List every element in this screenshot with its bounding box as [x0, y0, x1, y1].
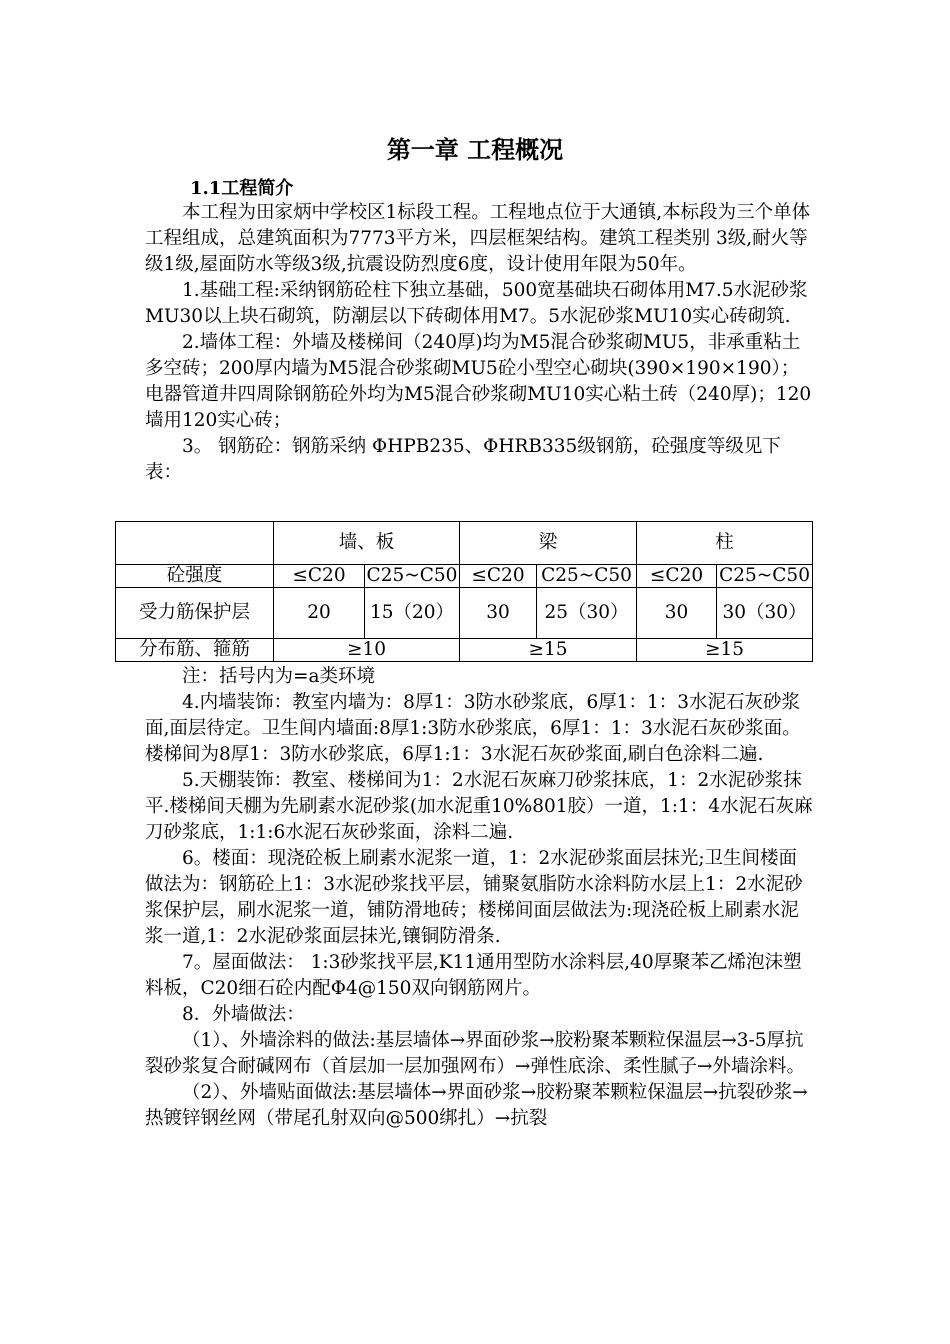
table-cell: ≥15	[460, 639, 637, 662]
paragraph: 7。屋面做法： 1:3砂浆找平层,K11通用型防水涂料层,40厚聚苯乙烯泡沫塑料板，C20细石砼内配Φ4@150双向钢筋网片。	[145, 952, 802, 999]
table-cell: ≥10	[274, 639, 460, 662]
table-row-label: 砼强度	[116, 565, 274, 588]
table-cell: 20	[274, 588, 365, 639]
table-header-cell: 墙、板	[274, 522, 460, 565]
body-text-lower	[145, 664, 813, 1132]
paragraph: 5.天棚装饰：教室、楼梯间为1：2水泥石灰麻刀砂浆抹底，1：2水泥砂浆抹平.楼梯间天棚为先刷素水泥砂浆(加水泥重10%801胶）一道，1:1：4水泥石灰麻刀砂浆底，1:1:6水泥石灰砂浆面，涂料二遍.	[145, 770, 813, 843]
paragraph: （2）、外墙贴面做法:基层墙体→界面砂浆→胶粉聚苯颗粒保温层→抗裂砂浆→热镀锌钢丝网（带尾孔射双向@500绑扎）→抗裂	[145, 1082, 808, 1129]
section-heading: 1.1工程简介	[190, 178, 294, 199]
paragraph: 4.内墙装饰：教室内墙为：8厚1：3防水砂浆底，6厚1：1：3水泥石灰砂浆面,面层待定。卫生间内墙面:8厚1:3防水砂浆底，6厚1：1：3水泥石灰砂浆面。楼梯间为8厚1：3防水砂浆底，6厚1:1：3水泥石灰砂浆面,刷白色涂料二遍.	[145, 692, 801, 765]
table-cell: ≤C20	[274, 565, 365, 588]
body-text-upper	[145, 200, 813, 486]
paragraph: 1.基础工程:采纳钢筋砼柱下独立基础，500宽基础块石砌体用M7.5水泥砂浆MU30以上块石砌筑，防潮层以下砖砌体用M7。5水泥砂浆MU10实心砖砌筑.	[145, 280, 808, 327]
chapter-title: 第一章 工程概况	[386, 136, 564, 164]
table-row-label: 分布筋、箍筋	[116, 639, 274, 662]
table-row-label: 受力筋保护层	[116, 588, 274, 639]
table-cell: ≤C20	[460, 565, 537, 588]
paragraph: 2.墙体工程：外墙及楼梯间（240厚)均为M5混合砂浆砌MU5，非承重粘土多空砖；200厚内墙为M5混合砂浆砌MU5砼小型空心砌块(390×190×190）；电器管道井四周除钢筋砼外均为M5混合砂浆砌MU10实心粘土砖（240厚)；120墙用120实心砖；	[145, 332, 812, 431]
table-cell: 30	[460, 588, 537, 639]
table-cell: 30	[637, 588, 717, 639]
paragraph: 3。 钢筋砼：钢筋采纳 ΦHPB235、ΦHRB335级钢筋，砼强度等级见下表：	[145, 436, 781, 483]
table-row	[116, 639, 813, 662]
table-cell: C25~C50	[365, 565, 460, 588]
table-cell: 25（30）	[537, 588, 637, 639]
table-cell: ≥15	[637, 639, 813, 662]
table-row	[116, 522, 813, 565]
table-cell: ≤C20	[637, 565, 717, 588]
paragraph: 6。楼面：现浇砼板上刷素水泥浆一道，1：2水泥砂浆面层抹光;卫生间楼面做法为：钢筋砼上1：3水泥砂浆找平层，铺聚氨脂防水涂料防水层上1：2水泥砂浆保护层，刷水泥浆一道，铺防滑地砖；楼梯间面层做法为:现浇砼板上刷素水泥浆一道,1：2水泥砂浆面层抹光,镶铜防滑条.	[145, 848, 803, 947]
table-header-cell: 梁	[460, 522, 637, 565]
paragraph: 8．外墙做法：	[182, 1004, 305, 1025]
table-cell	[116, 522, 274, 565]
table-row	[116, 565, 813, 588]
table-row	[116, 588, 813, 639]
table-cell: C25~C50	[717, 565, 813, 588]
paragraph: 本工程为田家炳中学校区1标段工程。工程地点位于大通镇,本标段为三个单体工程组成，总建筑面积为7773平方米，四层框架结构。建筑工程类别 3级,耐火等级1级,屋面防水等级3级,抗震设防烈度6度，设计使用年限为50年。	[145, 202, 811, 275]
concrete-spec-table	[115, 521, 813, 662]
table-cell: 30（30）	[717, 588, 813, 639]
table-cell: C25~C50	[537, 565, 637, 588]
paragraph: （1）、外墙涂料的做法:基层墙体→界面砂浆→胶粉聚苯颗粒保温层→3-5厚抗裂砂浆复合耐碱网布（首层加一层加强网布）→弹性底涂、柔性腻子→外墙涂料。	[145, 1030, 806, 1077]
table-cell: 15（20）	[365, 588, 460, 639]
table-note: 注：括号内为=a类环境	[182, 666, 376, 687]
table-header-cell: 柱	[637, 522, 813, 565]
